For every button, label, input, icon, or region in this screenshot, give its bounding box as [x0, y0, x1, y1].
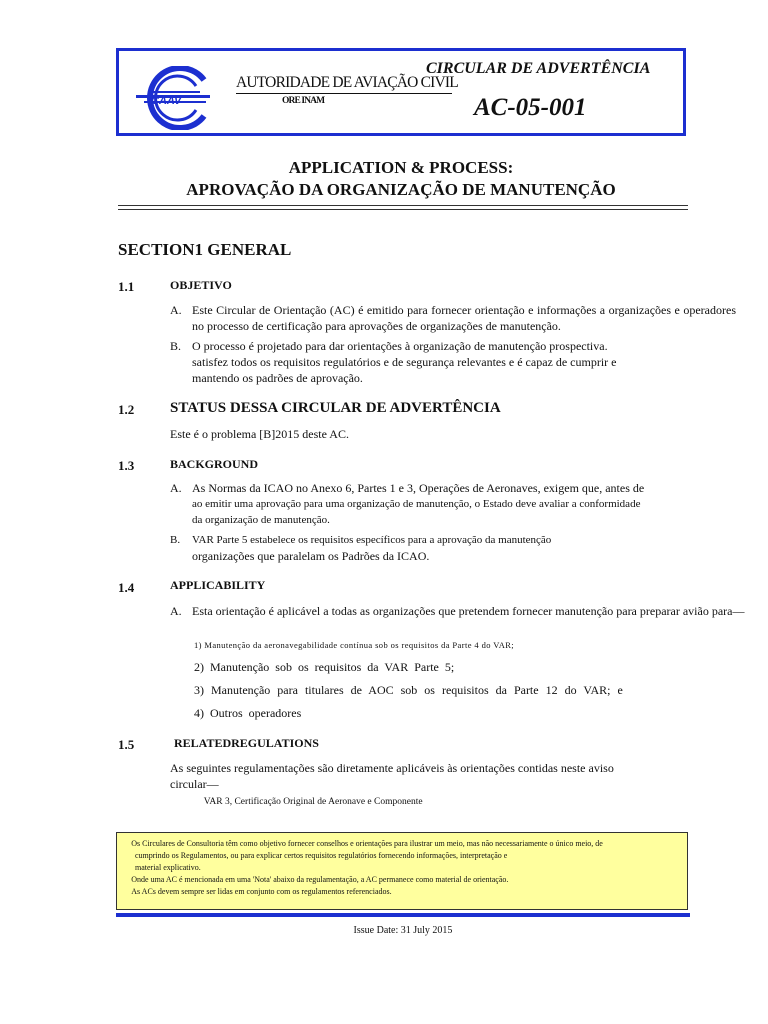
note-line: material explicativo.: [135, 863, 201, 872]
list-item: [170, 338, 690, 354]
item-text-continued: mantendo os padrões de aprovação.: [192, 371, 363, 385]
bullet-icon: [123, 887, 129, 896]
regulations-text: circular—: [170, 777, 219, 791]
list-item: [170, 532, 586, 548]
authority-underline: [236, 93, 452, 94]
list-item: [170, 480, 766, 496]
note-line: Onde uma AC é mencionada em uma 'Nota' abaixo da regulamentação, a AC permanece como material de orientação.: [123, 875, 501, 884]
item-letter: B.: [170, 534, 181, 546]
regulation-text: VAR 3, Certificação Original de Aeronave e Componente: [194, 797, 413, 807]
regulation-item: [194, 797, 423, 807]
subsection-title: BACKGROUND: [170, 457, 259, 471]
bullet-icon: [123, 839, 129, 848]
list-item: [170, 603, 756, 619]
applicability-item: 4) Outros operadores: [194, 706, 302, 720]
title-rule-bottom: [118, 209, 688, 210]
bullet-icon: [123, 875, 129, 884]
item-text: Este Circular de Orientação (AC) é emitido para fornecer orientação e informações a organizações e operadores no processo de certificação para aprovações de organizações de manutenção.: [192, 303, 736, 333]
applicability-item: 2) Manutenção sob os requisitos da VAR Parte 5;: [194, 660, 455, 674]
issue-date: Issue Date: 31 July 2015: [353, 925, 453, 936]
footer-rule: [116, 913, 690, 917]
note-line: As ACs devem sempre ser lidas em conjunto com os regulamentos referenciados.: [123, 887, 384, 896]
list-item: [170, 302, 736, 334]
item-letter: B.: [170, 339, 182, 353]
note-line: Os Circulares de Consultoria têm como objetivo fornecer conselhos e orientações para ilustrar um meio, mas não necessariamente o único meio, de: [123, 839, 595, 848]
item-text: Esta orientação é aplicável a todas as organizações que pretendem fornecer manutenção para preparar avião para—: [192, 604, 745, 618]
title-rule-top: [118, 205, 688, 206]
item-text-continued: da organização de manutenção.: [192, 514, 330, 526]
document-title-line1: APPLICATION & PROCESS:: [288, 158, 514, 177]
item-text: O processo é projetado para dar orientações à organização de manutenção prospectiva.: [192, 339, 608, 353]
subsection-title: RELATEDREGULATIONS: [174, 736, 319, 750]
applicability-item: 3) Manutenção para titulares de AOC sob os requisitos da Parte 12 do VAR; e: [194, 683, 623, 697]
authority-name: AUTORIDADE DE AVIAÇÃO CIVIL: [236, 74, 458, 91]
subsection-number: 1.1: [118, 279, 135, 294]
authority-subtitle: ORE INAM: [282, 96, 325, 106]
subsection-number: 1.2: [118, 402, 135, 417]
regulations-text: As seguintes regulamentações são diretamente aplicáveis às orientações contidas neste aviso: [170, 761, 614, 775]
caav-logo: [134, 66, 214, 130]
item-letter: A.: [170, 481, 182, 495]
ac-number: AC-05-001: [474, 94, 587, 121]
bullet-icon: [194, 797, 201, 807]
item-text: VAR Parte 5 estabelece os requisitos específicos para a aprovação da manutenção: [192, 534, 552, 546]
logo-text: CAAV: [151, 95, 182, 107]
subsection-title: APPLICABILITY: [170, 578, 266, 592]
status-text: Este é o problema [B]2015 deste AC.: [170, 427, 349, 441]
item-text-continued: ao emitir uma aprovação para uma organização de manutenção, o Estado deve avaliar a conformidade: [192, 498, 641, 510]
item-text-continued: organizações que paralelam os Padrões da ICAO.: [192, 549, 430, 563]
subsection-number: 1.5: [118, 737, 135, 752]
subsection-number: 1.3: [118, 458, 135, 473]
subsection-title: OBJETIVO: [170, 278, 232, 292]
applicability-item: 1) Manutenção da aeronavegabilidade contínua sob os requisitos da Parte 4 do VAR;: [194, 640, 515, 650]
item-letter: A.: [170, 604, 182, 618]
circular-title: CIRCULAR DE ADVERTÊNCIA: [426, 60, 651, 77]
subsection-title: STATUS DESSA CIRCULAR DE ADVERTÊNCIA: [170, 400, 501, 416]
item-text: As Normas da ICAO no Anexo 6, Partes 1 e 3, Operações de Aeronaves, exigem que, antes de: [192, 481, 645, 495]
note-line: cumprindo os Regulamentos, ou para explicar certos requisitos regulatórios fornecendo informações, interpretação e: [135, 851, 508, 860]
document-title-line2: APROVAÇÃO DA ORGANIZAÇÃO DE MANUTENÇÃO: [186, 180, 616, 199]
section-heading: SECTION1 GENERAL: [118, 240, 292, 259]
item-letter: A.: [170, 303, 182, 317]
notes-box: [116, 832, 688, 910]
item-text-continued: satisfez todos os requisitos regulatórios e de segurança relevantes e é capaz de cumprir e: [192, 355, 617, 369]
subsection-number: 1.4: [118, 580, 135, 595]
